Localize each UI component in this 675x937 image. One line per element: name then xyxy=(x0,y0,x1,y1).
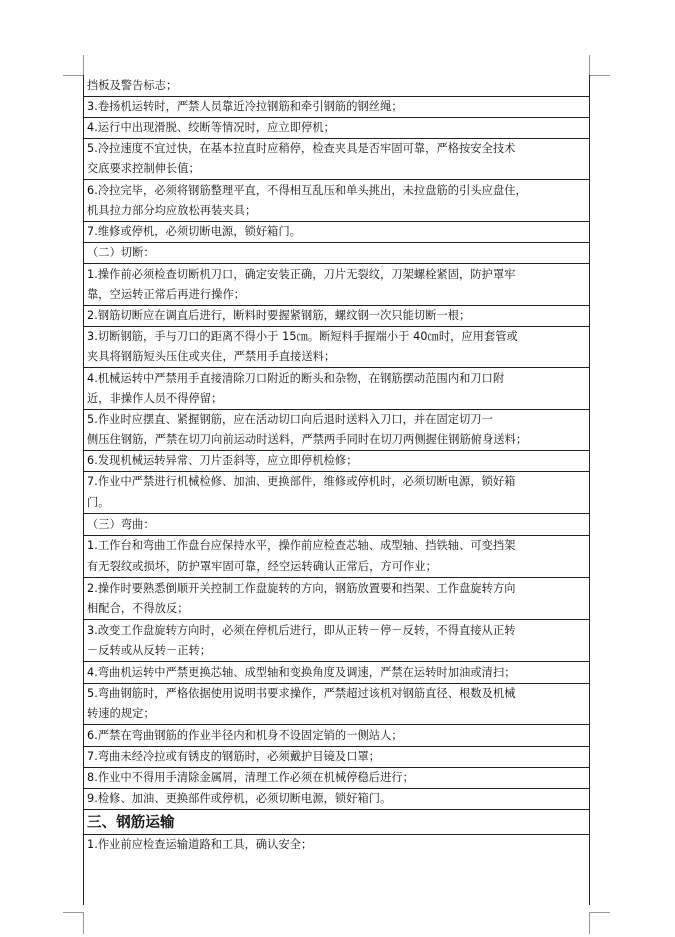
table-row-divider xyxy=(84,221,589,222)
table-row-divider xyxy=(84,724,589,725)
table-row-divider xyxy=(84,683,589,684)
document-line: 1.作业前应检查运输道路和工具，确认安全； xyxy=(87,838,313,851)
table-row-divider xyxy=(84,788,589,789)
document-line: 7.弯曲未经冷拉或有锈皮的钢筋时，必须戴护目镜及口罩； xyxy=(87,750,381,763)
document-line: 挡板及警告标志； xyxy=(87,79,178,92)
table-row-divider xyxy=(84,96,589,97)
document-line: 1.工作台和弯曲工作盘台应保持水平，操作前应检查芯轴、成型轴、挡铁轴、可变挡架 xyxy=(87,539,516,552)
document-line: 4.机械运转中严禁用手直接清除刀口附近的断头和杂物，在钢筋摆动范围内和刀口附 xyxy=(87,372,505,385)
document-line: 9.检修、加油、更换部件或停机，必须切断电源，锁好箱门。 xyxy=(87,792,392,805)
document-line: 侧压住钢筋，严禁在切刀向前运动时送料，严禁两手同时在切刀两侧握住钢筋俯身送料； xyxy=(87,433,528,446)
crop-mark-top-left-horizontal xyxy=(63,75,83,76)
document-line: 3.卷扬机运转时，严禁人员靠近冷拉钢筋和牵引钢筋的钢丝绳； xyxy=(87,100,403,113)
table-row-divider xyxy=(84,834,589,835)
table-row-divider xyxy=(84,117,589,118)
document-line: 6.严禁在弯曲钢筋的作业半径内和机身不设固定销的一侧站人； xyxy=(87,729,403,742)
document-table-cell xyxy=(83,75,590,905)
table-row-divider xyxy=(84,661,589,662)
document-line: 5.作业时应摆直、紧握钢筋，应在活动切口向后退时送料入刀口，并在固定切刀一 xyxy=(87,413,493,426)
table-row-divider xyxy=(84,138,589,139)
document-line: 7.维修或停机，必须切断电源，锁好箱门。 xyxy=(87,225,302,238)
document-line: 6.冷拉完毕，必须将钢筋整理平直，不得相互乱压和单头挑出，未拉盘筋的引头应盘住， xyxy=(87,184,527,197)
document-line: 8.作业中不得用手清除金属屑，清理工作必须在机械停稳后进行； xyxy=(87,771,414,784)
crop-mark-bottom-left-vertical xyxy=(83,912,84,934)
table-row-divider xyxy=(84,535,589,536)
document-line: 有无裂纹或损坏，防护罩牢固可靠，经空运转确认正常后，方可作业； xyxy=(87,560,437,573)
document-line: 交底要求控制伸长值； xyxy=(87,162,200,175)
document-line: 门。 xyxy=(87,496,110,509)
table-row-divider xyxy=(84,409,589,410)
table-row-divider xyxy=(84,513,589,514)
crop-mark-bottom-left-horizontal xyxy=(63,912,83,913)
table-row-divider xyxy=(84,450,589,451)
table-row-divider xyxy=(84,577,589,578)
table-row-divider xyxy=(84,767,589,768)
crop-mark-top-right-horizontal xyxy=(590,75,610,76)
document-line: 靠，空运转正常后再进行操作； xyxy=(87,288,246,301)
document-line: 近，非操作人员不得停留； xyxy=(87,392,223,405)
table-row-divider xyxy=(84,263,589,264)
crop-mark-bottom-right-horizontal xyxy=(590,912,610,913)
document-line: 6.发现机械运转异常、刀片歪斜等，应立即停机检修； xyxy=(87,454,358,467)
crop-mark-top-right-vertical xyxy=(589,55,590,75)
document-line: 夹具将钢筋短头压住或夹住，严禁用手直接送料； xyxy=(87,350,336,363)
document-line: 5.冷拉速度不宜过快，在基本拉直时应稍停，检查夹具是否牢固可靠，严格按安全技术 xyxy=(87,142,516,155)
table-row-divider xyxy=(84,242,589,243)
document-line: －反转或从反转－正转； xyxy=(87,644,212,657)
document-line: 7.作业中严禁进行机械检修、加油、更换部件，维修或停机时，必须切断电源，锁好箱 xyxy=(87,475,516,488)
document-line: 5.弯曲钢筋时，严格依据使用说明书要求操作，严禁超过该机对钢筋直径、根数及机械 xyxy=(87,687,516,700)
document-line: 3.切断钢筋，手与刀口的距离不得小于 15㎝。断短料手握端小于 40㎝时，应用套管或 xyxy=(87,330,518,343)
table-row-divider xyxy=(84,746,589,747)
section-heading: 三、钢筋运输 xyxy=(87,815,175,831)
document-line: 转速的规定； xyxy=(87,707,155,720)
table-row-divider xyxy=(84,619,589,620)
table-row-divider xyxy=(84,471,589,472)
document-line: （三）弯曲： xyxy=(87,518,155,531)
document-line: 相配合，不得放反； xyxy=(87,602,189,615)
document-line: 4.弯曲机运转中严禁更换芯轴、成型轴和变换角度及调速，严禁在运转时加油或清扫； xyxy=(87,666,516,679)
table-row-divider xyxy=(84,367,589,368)
table-row-divider xyxy=(84,326,589,327)
table-row-divider xyxy=(84,305,589,306)
crop-mark-bottom-right-vertical xyxy=(589,912,590,934)
document-line: 1.操作前必须检查切断机刀口，确定安装正确，刀片无裂纹，刀架螺栓紧固，防护罩牢 xyxy=(87,268,516,281)
document-line: 4.运行中出现滑脱、绞断等情况时，应立即停机； xyxy=(87,121,335,134)
document-line: 2.钢筋切断应在调直后进行，断料时要握紧钢筋，螺纹钢一次只能切断一根； xyxy=(87,309,471,322)
document-line: 2.操作时要熟悉倒顺开关控制工作盘旋转的方向，钢筋放置要和挡架、工作盘旋转方向 xyxy=(87,582,516,595)
crop-mark-top-left-vertical xyxy=(83,55,84,75)
table-row-divider xyxy=(84,179,589,180)
document-line: 机具拉力部分均应放松再装夹具； xyxy=(87,204,257,217)
document-line: 3.改变工作盘旋转方向时，必须在停机后进行，即从正转－停－反转，不得直接从正转 xyxy=(87,624,516,637)
table-row-divider xyxy=(84,809,589,810)
document-line: （二）切断： xyxy=(87,246,155,259)
